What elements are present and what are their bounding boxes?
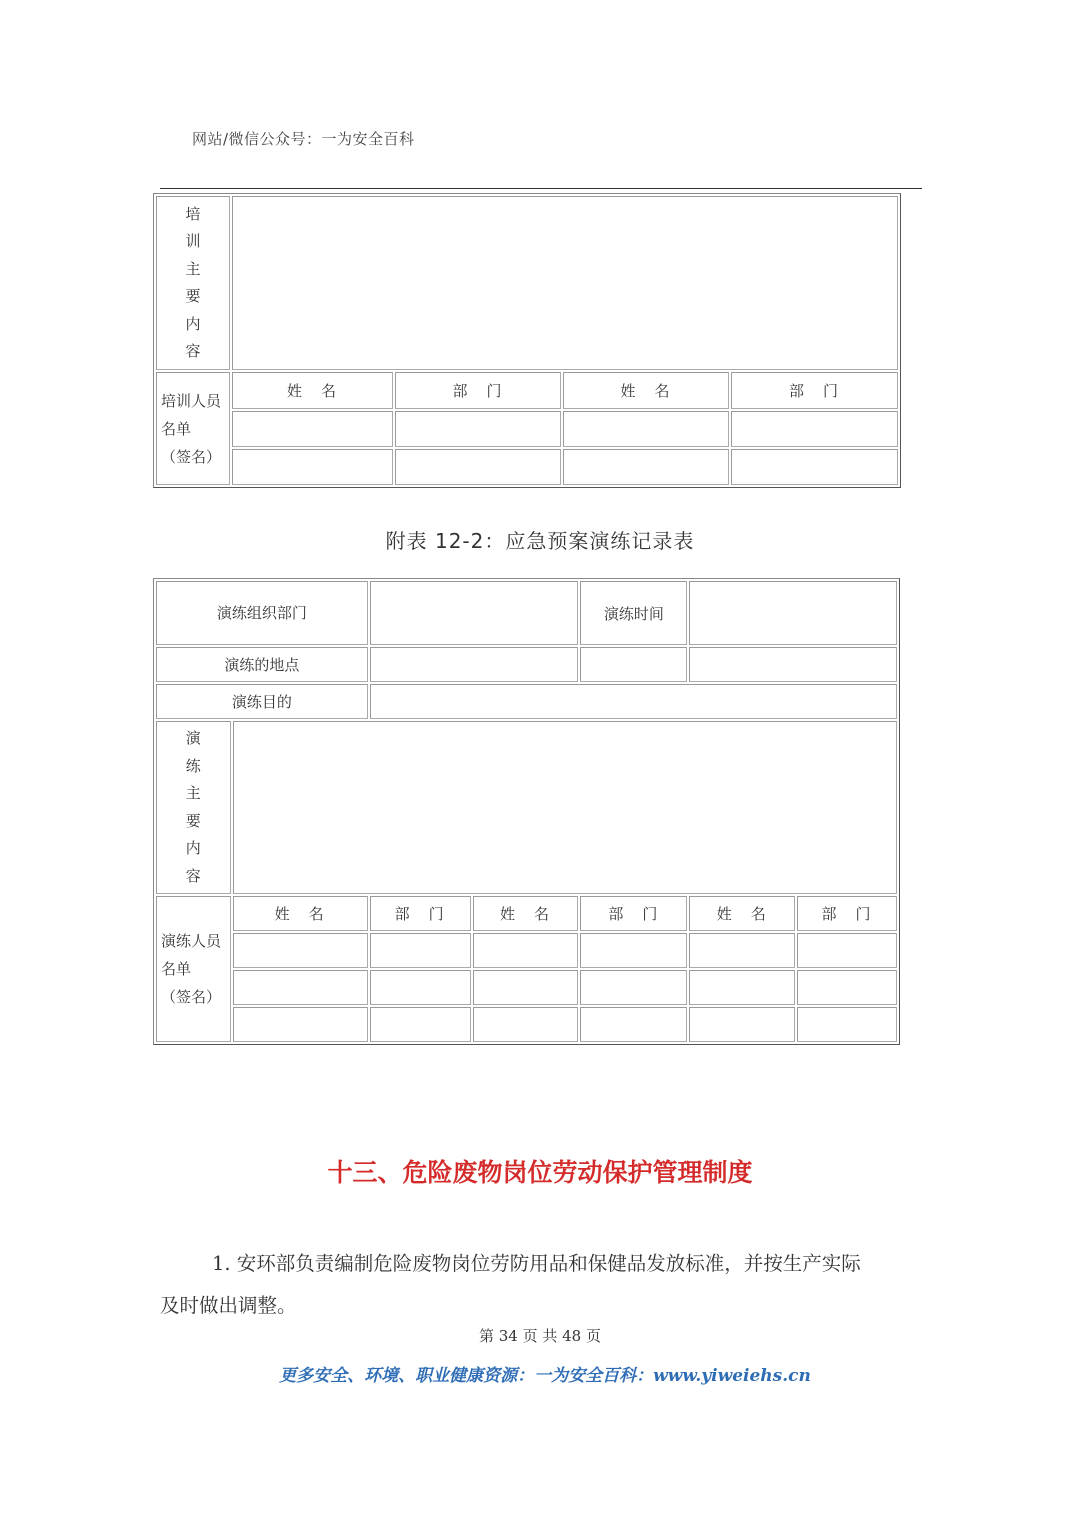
signature-cell[interactable] — [689, 933, 795, 968]
signature-cell[interactable] — [731, 411, 898, 447]
signature-cell[interactable] — [232, 411, 393, 447]
drill-record-table — [153, 578, 900, 1045]
org-dept-label: 演练组织部门 — [156, 581, 368, 645]
column-header-name: 姓 名 — [689, 896, 795, 931]
signature-cell[interactable] — [731, 449, 898, 485]
signature-cell[interactable] — [370, 1007, 471, 1042]
header-divider — [160, 188, 922, 189]
drill-content-field[interactable] — [233, 721, 897, 894]
signature-cell[interactable] — [797, 933, 897, 968]
page-number: 第 34 页 共 48 页 — [478, 1327, 601, 1345]
signature-cell[interactable] — [370, 933, 471, 968]
signature-cell[interactable] — [395, 411, 561, 447]
drill-time-field[interactable] — [689, 581, 897, 645]
signature-cell[interactable] — [797, 1007, 897, 1042]
footer-promo: 更多安全、环境、职业健康资源：一为安全百科：www.yiweiehs.cn — [279, 1366, 811, 1386]
signature-cell[interactable] — [233, 970, 368, 1005]
paragraph-line: 1. 安环部负责编制危险废物岗位劳防用品和保健品发放标准，并按生产实际 — [212, 1252, 861, 1275]
signature-cell[interactable] — [580, 1007, 687, 1042]
paragraph-line: 及时做出调整。 — [160, 1294, 297, 1317]
section-title: 十三、危险废物岗位劳动保护管理制度 — [327, 1158, 753, 1187]
signature-cell[interactable] — [580, 970, 687, 1005]
signature-cell[interactable] — [563, 411, 729, 447]
drill-table-caption: 附表 12-2：应急预案演练记录表 — [385, 529, 695, 553]
signature-cell[interactable] — [563, 449, 729, 485]
section-paragraph — [160, 1243, 920, 1327]
training-roster-label: 培训人员 名单 （签名） — [156, 372, 230, 485]
location-field[interactable] — [370, 647, 579, 682]
signature-cell[interactable] — [580, 933, 687, 968]
column-header-dept: 部 门 — [797, 896, 897, 931]
training-record-table — [153, 193, 901, 488]
column-header-dept: 部 门 — [731, 372, 898, 409]
org-dept-field[interactable] — [370, 581, 579, 645]
signature-cell[interactable] — [473, 970, 579, 1005]
location-extra-field[interactable] — [580, 647, 687, 682]
signature-cell[interactable] — [233, 933, 368, 968]
location-extra-field[interactable] — [689, 647, 897, 682]
purpose-field[interactable] — [370, 684, 897, 719]
drill-time-label: 演练时间 — [580, 581, 687, 645]
purpose-label: 演练目的 — [156, 684, 368, 719]
header-site-label: 网站/微信公众号：一为安全百科 — [192, 130, 415, 148]
column-header-dept: 部 门 — [395, 372, 561, 409]
column-header-name: 姓 名 — [563, 372, 729, 409]
signature-cell[interactable] — [473, 933, 579, 968]
column-header-name: 姓 名 — [473, 896, 579, 931]
column-header-dept: 部 门 — [580, 896, 687, 931]
signature-cell[interactable] — [395, 449, 561, 485]
signature-cell[interactable] — [232, 449, 393, 485]
column-header-name: 姓 名 — [233, 896, 368, 931]
training-content-field[interactable] — [232, 196, 898, 370]
training-content-label: 培 训 主 要 内 容 — [156, 196, 230, 370]
signature-cell[interactable] — [233, 1007, 368, 1042]
drill-content-label: 演 练 主 要 内 容 — [156, 721, 231, 894]
signature-cell[interactable] — [797, 970, 897, 1005]
drill-roster-label: 演练人员 名单 （签名） — [156, 896, 231, 1042]
column-header-dept: 部 门 — [370, 896, 471, 931]
signature-cell[interactable] — [689, 1007, 795, 1042]
location-label: 演练的地点 — [156, 647, 368, 682]
signature-cell[interactable] — [689, 970, 795, 1005]
signature-cell[interactable] — [370, 970, 471, 1005]
signature-cell[interactable] — [473, 1007, 579, 1042]
column-header-name: 姓 名 — [232, 372, 393, 409]
